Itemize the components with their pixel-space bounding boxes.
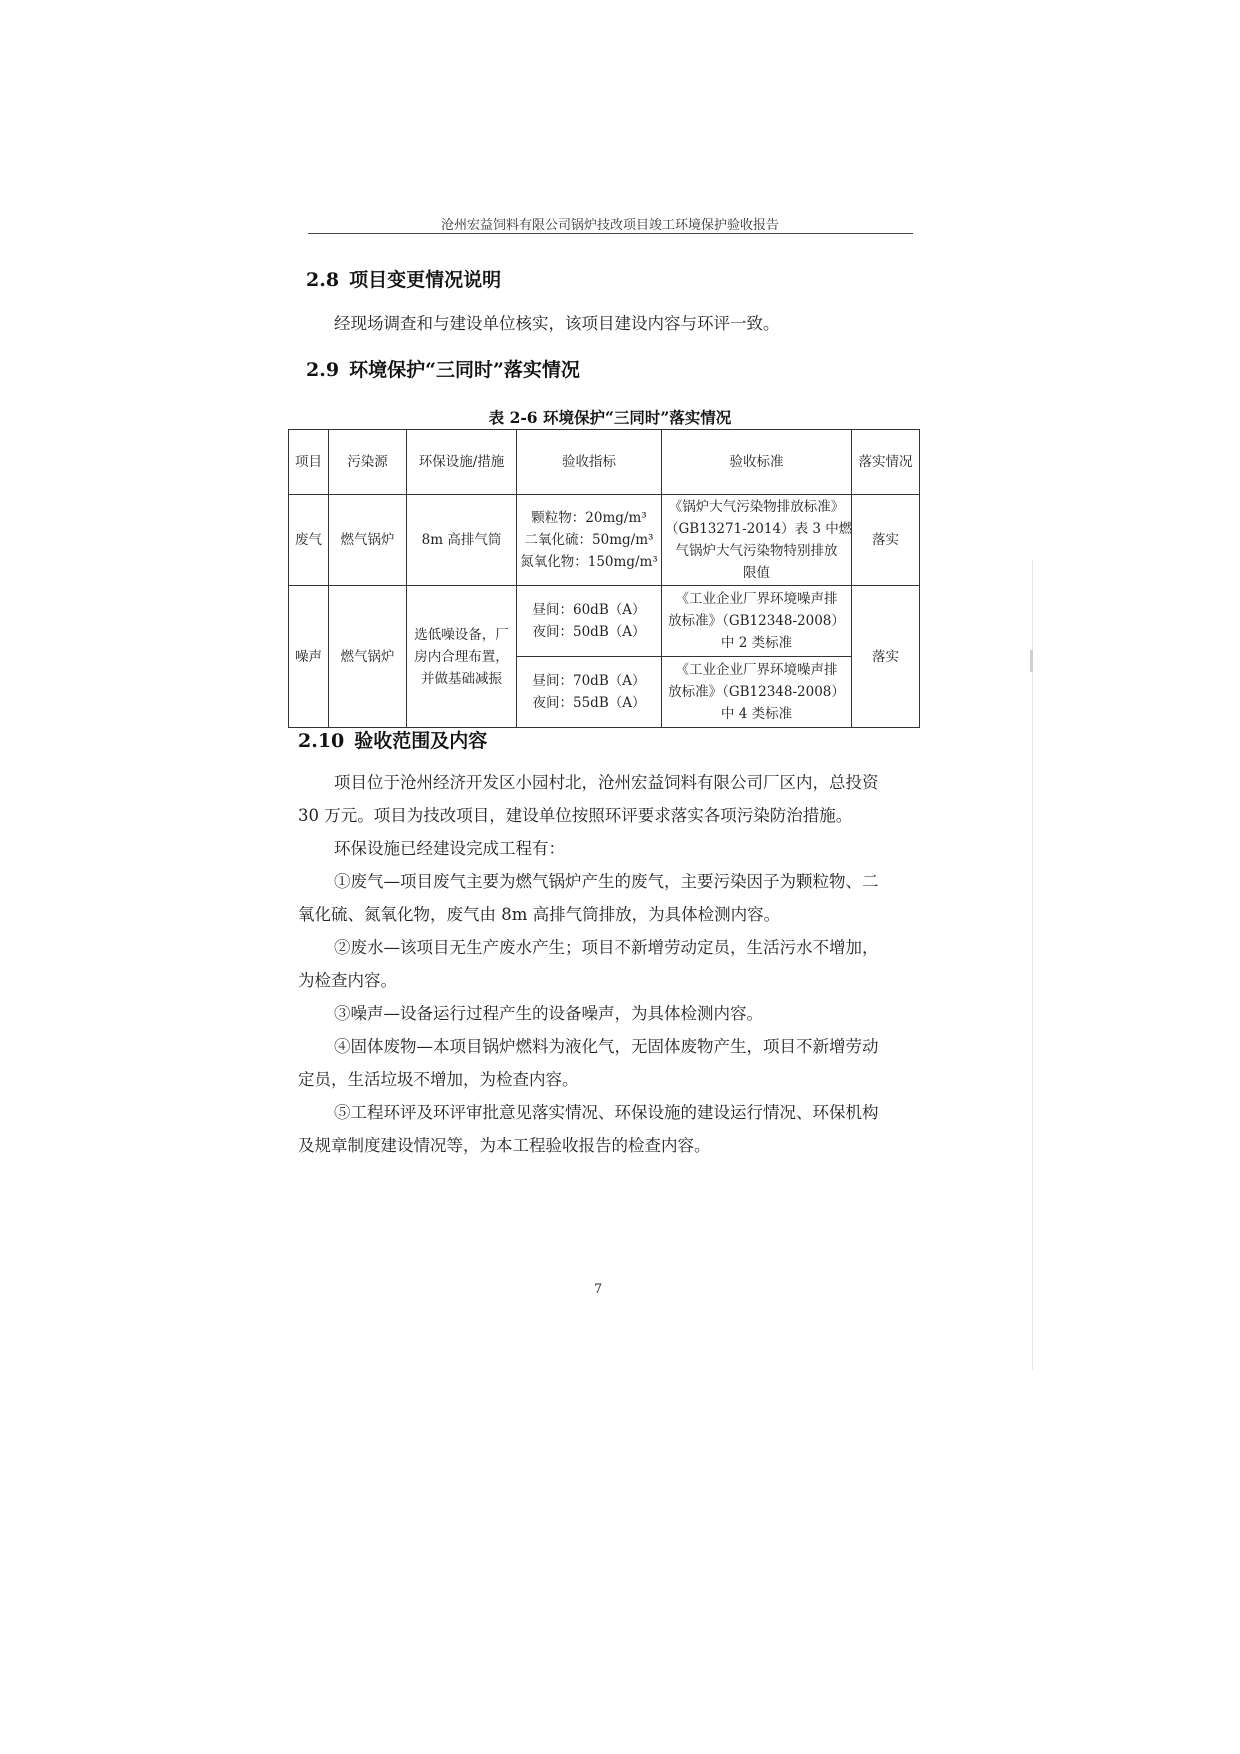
paragraph: 经现场调查和与建设单位核实，该项目建设内容与环评一致。 [334,314,780,333]
table-cell: 燃气锅炉 [329,586,407,728]
page-number: 7 [593,1282,603,1297]
indicator-line: 二氧化硫：50mg/m³ [524,532,654,548]
paragraph-line: ①废气—项目废气主要为燃气锅炉产生的废气，主要污染因子为颗粒物、二 [334,872,879,891]
standard-line: 限值 [743,565,770,581]
paragraph-line: ③噪声—设备运行过程产生的设备噪声，为具体检测内容。 [334,1004,763,1023]
table-header: 环保设施/措施 [407,430,517,495]
table-header-row [289,430,920,495]
paragraph-line: ⑤工程环评及环评审批意见落实情况、环保设施的建设运行情况、环保机构 [334,1103,879,1122]
table-cell [662,657,852,728]
standard-line: （GB13271-2014）表 3 中燃 [665,521,853,537]
paragraph-line: 项目位于沧州经济开发区小园村北，沧州宏益饲料有限公司厂区内，总投资 [334,773,879,792]
facility-line: 选低噪设备，厂 [414,626,509,643]
table-header: 污染源 [329,430,407,495]
table-cell [662,586,852,657]
section-title: 环境保护“三同时”落实情况 [349,359,580,381]
table-cell: 燃气锅炉 [329,495,407,586]
table-cell [517,586,662,657]
standard-line: 《工业企业厂界环境噪声排 [675,591,838,607]
table-cell [517,495,662,586]
indicator-line: 氮氧化物：150mg/m³ [520,554,658,570]
table-caption: 表 2-6 环境保护“三同时”落实情况 [488,408,732,427]
paragraph-line: 及规章制度建设情况等，为本工程验收报告的检查内容。 [298,1136,711,1155]
section-number: 2.9 [306,359,340,381]
standard-line: 中 4 类标准 [720,706,793,722]
section-number: 2.10 [298,730,345,752]
standard-line: 放标准》（GB12348-2008） [668,684,845,700]
section-heading-2-9 [306,355,580,382]
indicator-line: 夜间：50dB（A） [532,624,646,640]
table-cell [662,495,852,586]
paragraph [298,865,908,931]
section-heading-2-8 [306,265,501,292]
standard-line: 放标准》（GB12348-2008） [668,613,845,629]
table-cell [407,586,517,728]
paragraph [298,832,908,865]
standard-line: 《工业企业厂界环境噪声排 [675,662,838,678]
table-header: 验收标准 [662,430,852,495]
section-heading-2-10 [298,726,487,753]
facility-line: 并做基础减振 [421,670,502,687]
section-title: 项目变更情况说明 [349,269,502,291]
table-cell: 8m 高排气筒 [407,495,517,586]
paragraph-line: ④固体废物—本项目锅炉燃料为液化气，无固体废物产生，项目不新增劳动 [334,1037,879,1056]
header-rule [308,233,913,234]
paragraph-line: 环保设施已经建设完成工程有： [334,839,565,858]
table-cell: 废气 [289,495,329,586]
table-header: 验收指标 [517,430,662,495]
standard-line: 《锅炉大气污染物排放标准》 [668,499,845,515]
paragraph [298,766,908,832]
standard-line: 中 2 类标准 [720,635,793,651]
indicator-line: 颗粒物：20mg/m³ [531,510,647,526]
paragraph-line: 氧化硫、氮氧化物，废气由 8m 高排气筒排放，为具体检测内容。 [298,905,781,924]
paragraph [298,1030,908,1096]
paragraph [298,931,908,997]
paragraph-line: 为检查内容。 [298,971,397,990]
indicator-line: 昼间：70dB（A） [532,673,646,689]
three-simultaneous-table [288,429,920,728]
table-cell [517,657,662,728]
paragraph-line: 定员，生活垃圾不增加，为检查内容。 [298,1070,579,1089]
table-row [289,495,920,586]
table-cell: 落实 [852,495,920,586]
indicator-line: 昼间：60dB（A） [532,602,646,618]
table-row [289,586,920,657]
table-cell: 落实 [852,586,920,728]
section-number: 2.8 [306,269,340,291]
scan-edge [1032,560,1033,1370]
table-cell: 噪声 [289,586,329,728]
running-header: 沧州宏益饲料有限公司锅炉技改项目竣工环境保护验收报告 [440,218,779,233]
paragraph [298,1096,908,1162]
facility-line: 房内合理布置， [414,648,509,665]
paragraph-line: 30 万元。项目为技改项目，建设单位按照环评要求落实各项污染防治措施。 [298,806,853,825]
table-header: 落实情况 [852,430,920,495]
paragraph [298,997,908,1030]
indicator-line: 夜间：55dB（A） [532,695,646,711]
scan-mark [1030,650,1033,672]
section-title: 验收范围及内容 [354,730,488,752]
table-header: 项目 [289,430,329,495]
standard-line: 气锅炉大气污染物特别排放 [675,543,838,559]
paragraph-line: ②废水—该项目无生产废水产生；项目不新增劳动定员，生活污水不增加， [334,938,879,957]
